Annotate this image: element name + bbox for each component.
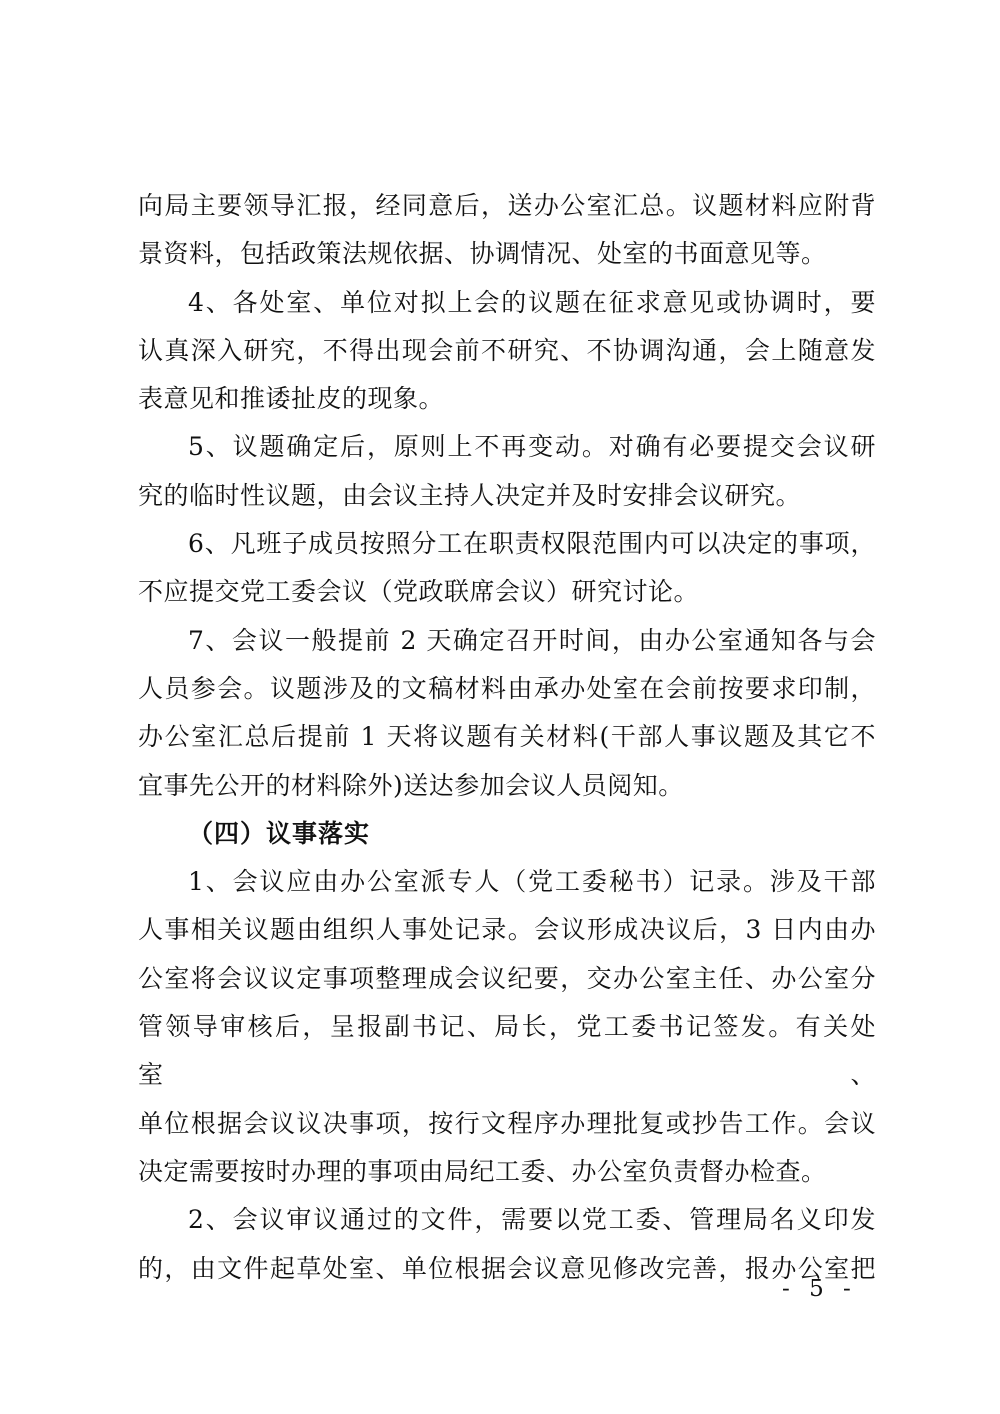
body-text bbox=[138, 182, 876, 1293]
paragraph-item-4 bbox=[138, 279, 876, 424]
text-line: 1、会议应由办公室派专人（党工委秘书）记录。涉及干部 bbox=[188, 867, 876, 897]
paragraph-item-6 bbox=[138, 520, 876, 617]
text-line: 决定需要按时办理的事项由局纪工委、办公室负责督办检查。 bbox=[138, 1156, 827, 1186]
text-line: 办公室汇总后提前 1 天将议题有关材料(干部人事议题及其它不 bbox=[138, 722, 876, 752]
text-line: 7、会议一般提前 2 天确定召开时间，由办公室通知各与会 bbox=[188, 625, 876, 655]
paragraph-item-7 bbox=[138, 617, 876, 810]
text-line: 宜事先公开的材料除外)送达参加会议人员阅知。 bbox=[138, 770, 684, 800]
section-heading: （四）议事落实 bbox=[188, 818, 371, 848]
text-line: 的，由文件起草处室、单位根据会议意见修改完善，报办公室把 bbox=[138, 1253, 876, 1283]
paragraph-section-item-1 bbox=[138, 858, 876, 1196]
text-line: 认真深入研究，不得出现会前不研究、不协调沟通，会上随意发 bbox=[138, 335, 876, 365]
text-line: 5、议题确定后，原则上不再变动。对确有必要提交会议研 bbox=[188, 432, 876, 462]
text-line: 人事相关议题由组织人事处记录。会议形成决议后，3 日内由办 bbox=[138, 915, 876, 945]
paragraph-item-5 bbox=[138, 423, 876, 520]
text-line: 管领导审核后，呈报副书记、局长，党工委书记签发。有关处室、 bbox=[138, 1012, 876, 1090]
text-line: 人员参会。议题涉及的文稿材料由承办处室在会前按要求印制， bbox=[138, 673, 876, 703]
text-line: 向局主要领导汇报，经同意后，送办公室汇总。议题材料应附背 bbox=[138, 191, 876, 220]
text-line: 6、凡班子成员按照分工在职责权限范围内可以决定的事项， bbox=[188, 529, 876, 559]
text-line: 究的临时性议题，由会议主持人决定并及时安排会议研究。 bbox=[138, 480, 802, 510]
paragraph-continued bbox=[138, 182, 876, 279]
paragraph-section-item-2 bbox=[138, 1196, 876, 1293]
text-line: 表意见和推诿扯皮的现象。 bbox=[138, 384, 445, 414]
text-line: 不应提交党工委会议（党政联席会议）研究讨论。 bbox=[138, 577, 700, 607]
text-line: 2、会议审议通过的文件，需要以党工委、管理局名义印发 bbox=[188, 1205, 876, 1235]
text-line: 单位根据会议议决事项，按行文程序办理批复或抄告工作。会议 bbox=[138, 1108, 876, 1138]
text-line: 4、各处室、单位对拟上会的议题在征求意见或协调时，要 bbox=[188, 287, 876, 317]
text-line: 景资料，包括政策法规依据、协调情况、处室的书面意见等。 bbox=[138, 239, 827, 269]
page-number: - 5 - bbox=[782, 1276, 857, 1302]
text-line: 公室将会议议定事项整理成会议纪要，交办公室主任、办公室分 bbox=[138, 963, 876, 993]
